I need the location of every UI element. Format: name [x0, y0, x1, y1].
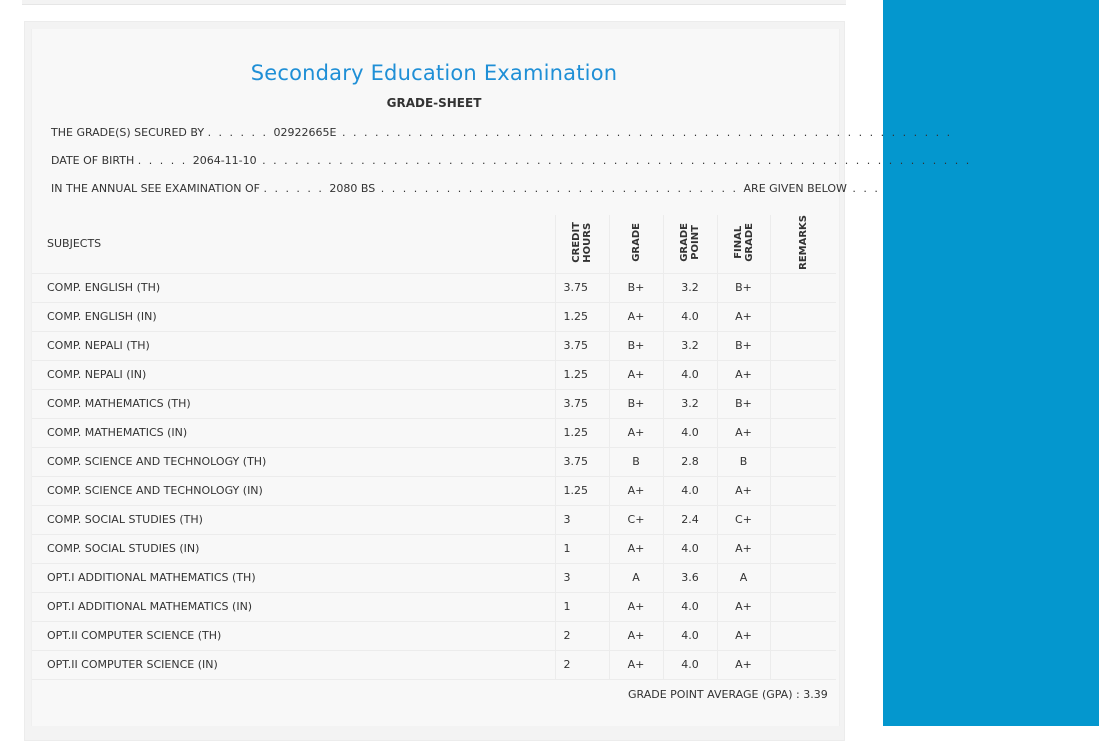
grade-table — [32, 215, 836, 680]
table-row — [32, 650, 836, 679]
dot-leader: . . . . . . . . . . . . . . . . . . . . . . . . . . . . . . . . . . . . . . . . . . . . . . . . . . . . . . . . — [336, 126, 953, 139]
grade-table-body — [32, 273, 836, 679]
remarks-cell — [770, 592, 836, 621]
secured-by-line — [51, 126, 952, 139]
header-remarks: REMARKS — [770, 215, 836, 273]
grade-sheet-title: GRADE-SHEET — [386, 96, 482, 110]
dot-leader: . . . — [846, 182, 880, 195]
credit-hours-cell: 3.75 — [555, 447, 609, 476]
dot-leader: . . . . . — [137, 154, 193, 167]
grade-cell: A+ — [609, 592, 663, 621]
grade-cell: B+ — [609, 331, 663, 360]
grade-cell: A+ — [609, 302, 663, 331]
subject-cell: OPT.I ADDITIONAL MATHEMATICS (TH) — [32, 563, 555, 592]
table-row — [32, 592, 836, 621]
final-grade-cell: A+ — [717, 650, 770, 679]
table-row — [32, 534, 836, 563]
final-grade-cell: B — [717, 447, 770, 476]
gpa-summary — [628, 688, 828, 701]
table-row — [32, 476, 836, 505]
final-grade-cell: C+ — [717, 505, 770, 534]
credit-hours-cell: 2 — [555, 621, 609, 650]
grade-cell: A+ — [609, 418, 663, 447]
header-grade: GRADE — [609, 215, 663, 273]
remarks-cell — [770, 302, 836, 331]
dot-leader: . . . . . . — [263, 182, 330, 195]
dot-leader: . . . . . . . . . . . . . . . . . . . . . . . . . . . . . . . . . . . . . . . . . . . . . . . . . . . . . . . . . . . . . . . . . — [256, 154, 972, 167]
exam-suffix: ARE GIVEN BELOW — [743, 182, 847, 195]
subject-cell: COMP. SCIENCE AND TECHNOLOGY (TH) — [32, 447, 555, 476]
credit-hours-cell: 1 — [555, 534, 609, 563]
subject-cell: OPT.I ADDITIONAL MATHEMATICS (IN) — [32, 592, 555, 621]
grade-point-cell: 2.4 — [663, 505, 717, 534]
header-subjects: SUBJECTS — [32, 215, 555, 273]
subject-cell: COMP. ENGLISH (TH) — [32, 273, 555, 302]
grade-point-cell: 4.0 — [663, 418, 717, 447]
exam-line — [51, 182, 880, 195]
right-side-panel — [883, 0, 1099, 726]
dob-label: DATE OF BIRTH — [51, 154, 135, 167]
table-row — [32, 273, 836, 302]
subject-cell: OPT.II COMPUTER SCIENCE (IN) — [32, 650, 555, 679]
table-row — [32, 389, 836, 418]
final-grade-cell: A+ — [717, 418, 770, 447]
gpa-value: 3.39 — [803, 688, 828, 701]
grade-point-cell: 2.8 — [663, 447, 717, 476]
credit-hours-cell: 1.25 — [555, 360, 609, 389]
credit-hours-cell: 3.75 — [555, 331, 609, 360]
credit-hours-cell: 1.25 — [555, 476, 609, 505]
remarks-cell — [770, 360, 836, 389]
table-header-row — [32, 215, 836, 273]
grade-point-cell: 3.2 — [663, 331, 717, 360]
subject-cell: COMP. NEPALI (TH) — [32, 331, 555, 360]
table-row — [32, 505, 836, 534]
grade-point-cell: 4.0 — [663, 360, 717, 389]
credit-hours-cell: 3.75 — [555, 389, 609, 418]
header-final-grade: FINAL GRADE — [717, 215, 770, 273]
table-row — [32, 360, 836, 389]
grade-cell: B+ — [609, 273, 663, 302]
top-strip — [22, 0, 846, 5]
subject-cell: COMP. MATHEMATICS (IN) — [32, 418, 555, 447]
header-grade-point: GRADE POINT — [663, 215, 717, 273]
dot-leader: . . . . . . . . . . . . . . . . . . . . . . . . . . . . . . . . . — [375, 182, 744, 195]
dob-value: 2064-11-10 — [192, 154, 257, 167]
remarks-cell — [770, 389, 836, 418]
date-of-birth-line — [51, 154, 971, 167]
table-row — [32, 621, 836, 650]
final-grade-cell: B+ — [717, 273, 770, 302]
table-row — [32, 331, 836, 360]
subject-cell: OPT.II COMPUTER SCIENCE (TH) — [32, 621, 555, 650]
credit-hours-cell: 3 — [555, 505, 609, 534]
remarks-cell — [770, 650, 836, 679]
grade-point-cell: 4.0 — [663, 650, 717, 679]
credit-hours-cell: 3 — [555, 563, 609, 592]
grade-point-cell: 3.2 — [663, 273, 717, 302]
credit-hours-cell: 2 — [555, 650, 609, 679]
remarks-cell — [770, 505, 836, 534]
grade-cell: A+ — [609, 476, 663, 505]
subject-cell: COMP. SOCIAL STUDIES (IN) — [32, 534, 555, 563]
subject-cell: COMP. SCIENCE AND TECHNOLOGY (IN) — [32, 476, 555, 505]
table-row — [32, 563, 836, 592]
exam-title: Secondary Education Examination — [250, 61, 618, 85]
subject-cell: COMP. MATHEMATICS (TH) — [32, 389, 555, 418]
final-grade-cell: A — [717, 563, 770, 592]
grade-point-cell: 4.0 — [663, 302, 717, 331]
credit-hours-cell: 1 — [555, 592, 609, 621]
grade-cell: A+ — [609, 534, 663, 563]
header-credit-hours: CREDIT HOURS — [555, 215, 609, 273]
grade-point-cell: 4.0 — [663, 621, 717, 650]
credit-hours-cell: 1.25 — [555, 418, 609, 447]
remarks-cell — [770, 563, 836, 592]
remarks-cell — [770, 418, 836, 447]
subject-cell: COMP. ENGLISH (IN) — [32, 302, 555, 331]
grade-cell: A — [609, 563, 663, 592]
symbol-number: 02922665E — [273, 126, 337, 139]
remarks-cell — [770, 476, 836, 505]
grade-point-cell: 4.0 — [663, 534, 717, 563]
grade-point-cell: 4.0 — [663, 592, 717, 621]
exam-label: IN THE ANNUAL SEE EXAMINATION OF — [51, 182, 260, 195]
remarks-cell — [770, 534, 836, 563]
final-grade-cell: A+ — [717, 592, 770, 621]
gpa-label: GRADE POINT AVERAGE (GPA) : — [628, 688, 800, 701]
subject-cell: COMP. SOCIAL STUDIES (TH) — [32, 505, 555, 534]
grade-cell: C+ — [609, 505, 663, 534]
remarks-cell — [770, 447, 836, 476]
subject-cell: COMP. NEPALI (IN) — [32, 360, 555, 389]
credit-hours-cell: 3.75 — [555, 273, 609, 302]
grade-point-cell: 3.2 — [663, 389, 717, 418]
final-grade-cell: A+ — [717, 621, 770, 650]
final-grade-cell: A+ — [717, 534, 770, 563]
grade-point-cell: 4.0 — [663, 476, 717, 505]
table-row — [32, 447, 836, 476]
grade-cell: A+ — [609, 621, 663, 650]
exam-year: 2080 BS — [329, 182, 376, 195]
table-row — [32, 302, 836, 331]
grade-point-cell: 3.6 — [663, 563, 717, 592]
grade-cell: B — [609, 447, 663, 476]
remarks-cell — [770, 621, 836, 650]
secured-by-label: THE GRADE(S) SECURED BY — [51, 126, 205, 139]
grade-cell: A+ — [609, 650, 663, 679]
grade-cell: B+ — [609, 389, 663, 418]
final-grade-cell: A+ — [717, 360, 770, 389]
remarks-cell — [770, 273, 836, 302]
remarks-cell — [770, 331, 836, 360]
table-row — [32, 418, 836, 447]
dot-leader: . . . . . . — [207, 126, 274, 139]
grade-cell: A+ — [609, 360, 663, 389]
final-grade-cell: A+ — [717, 476, 770, 505]
final-grade-cell: A+ — [717, 302, 770, 331]
credit-hours-cell: 1.25 — [555, 302, 609, 331]
final-grade-cell: B+ — [717, 389, 770, 418]
final-grade-cell: B+ — [717, 331, 770, 360]
